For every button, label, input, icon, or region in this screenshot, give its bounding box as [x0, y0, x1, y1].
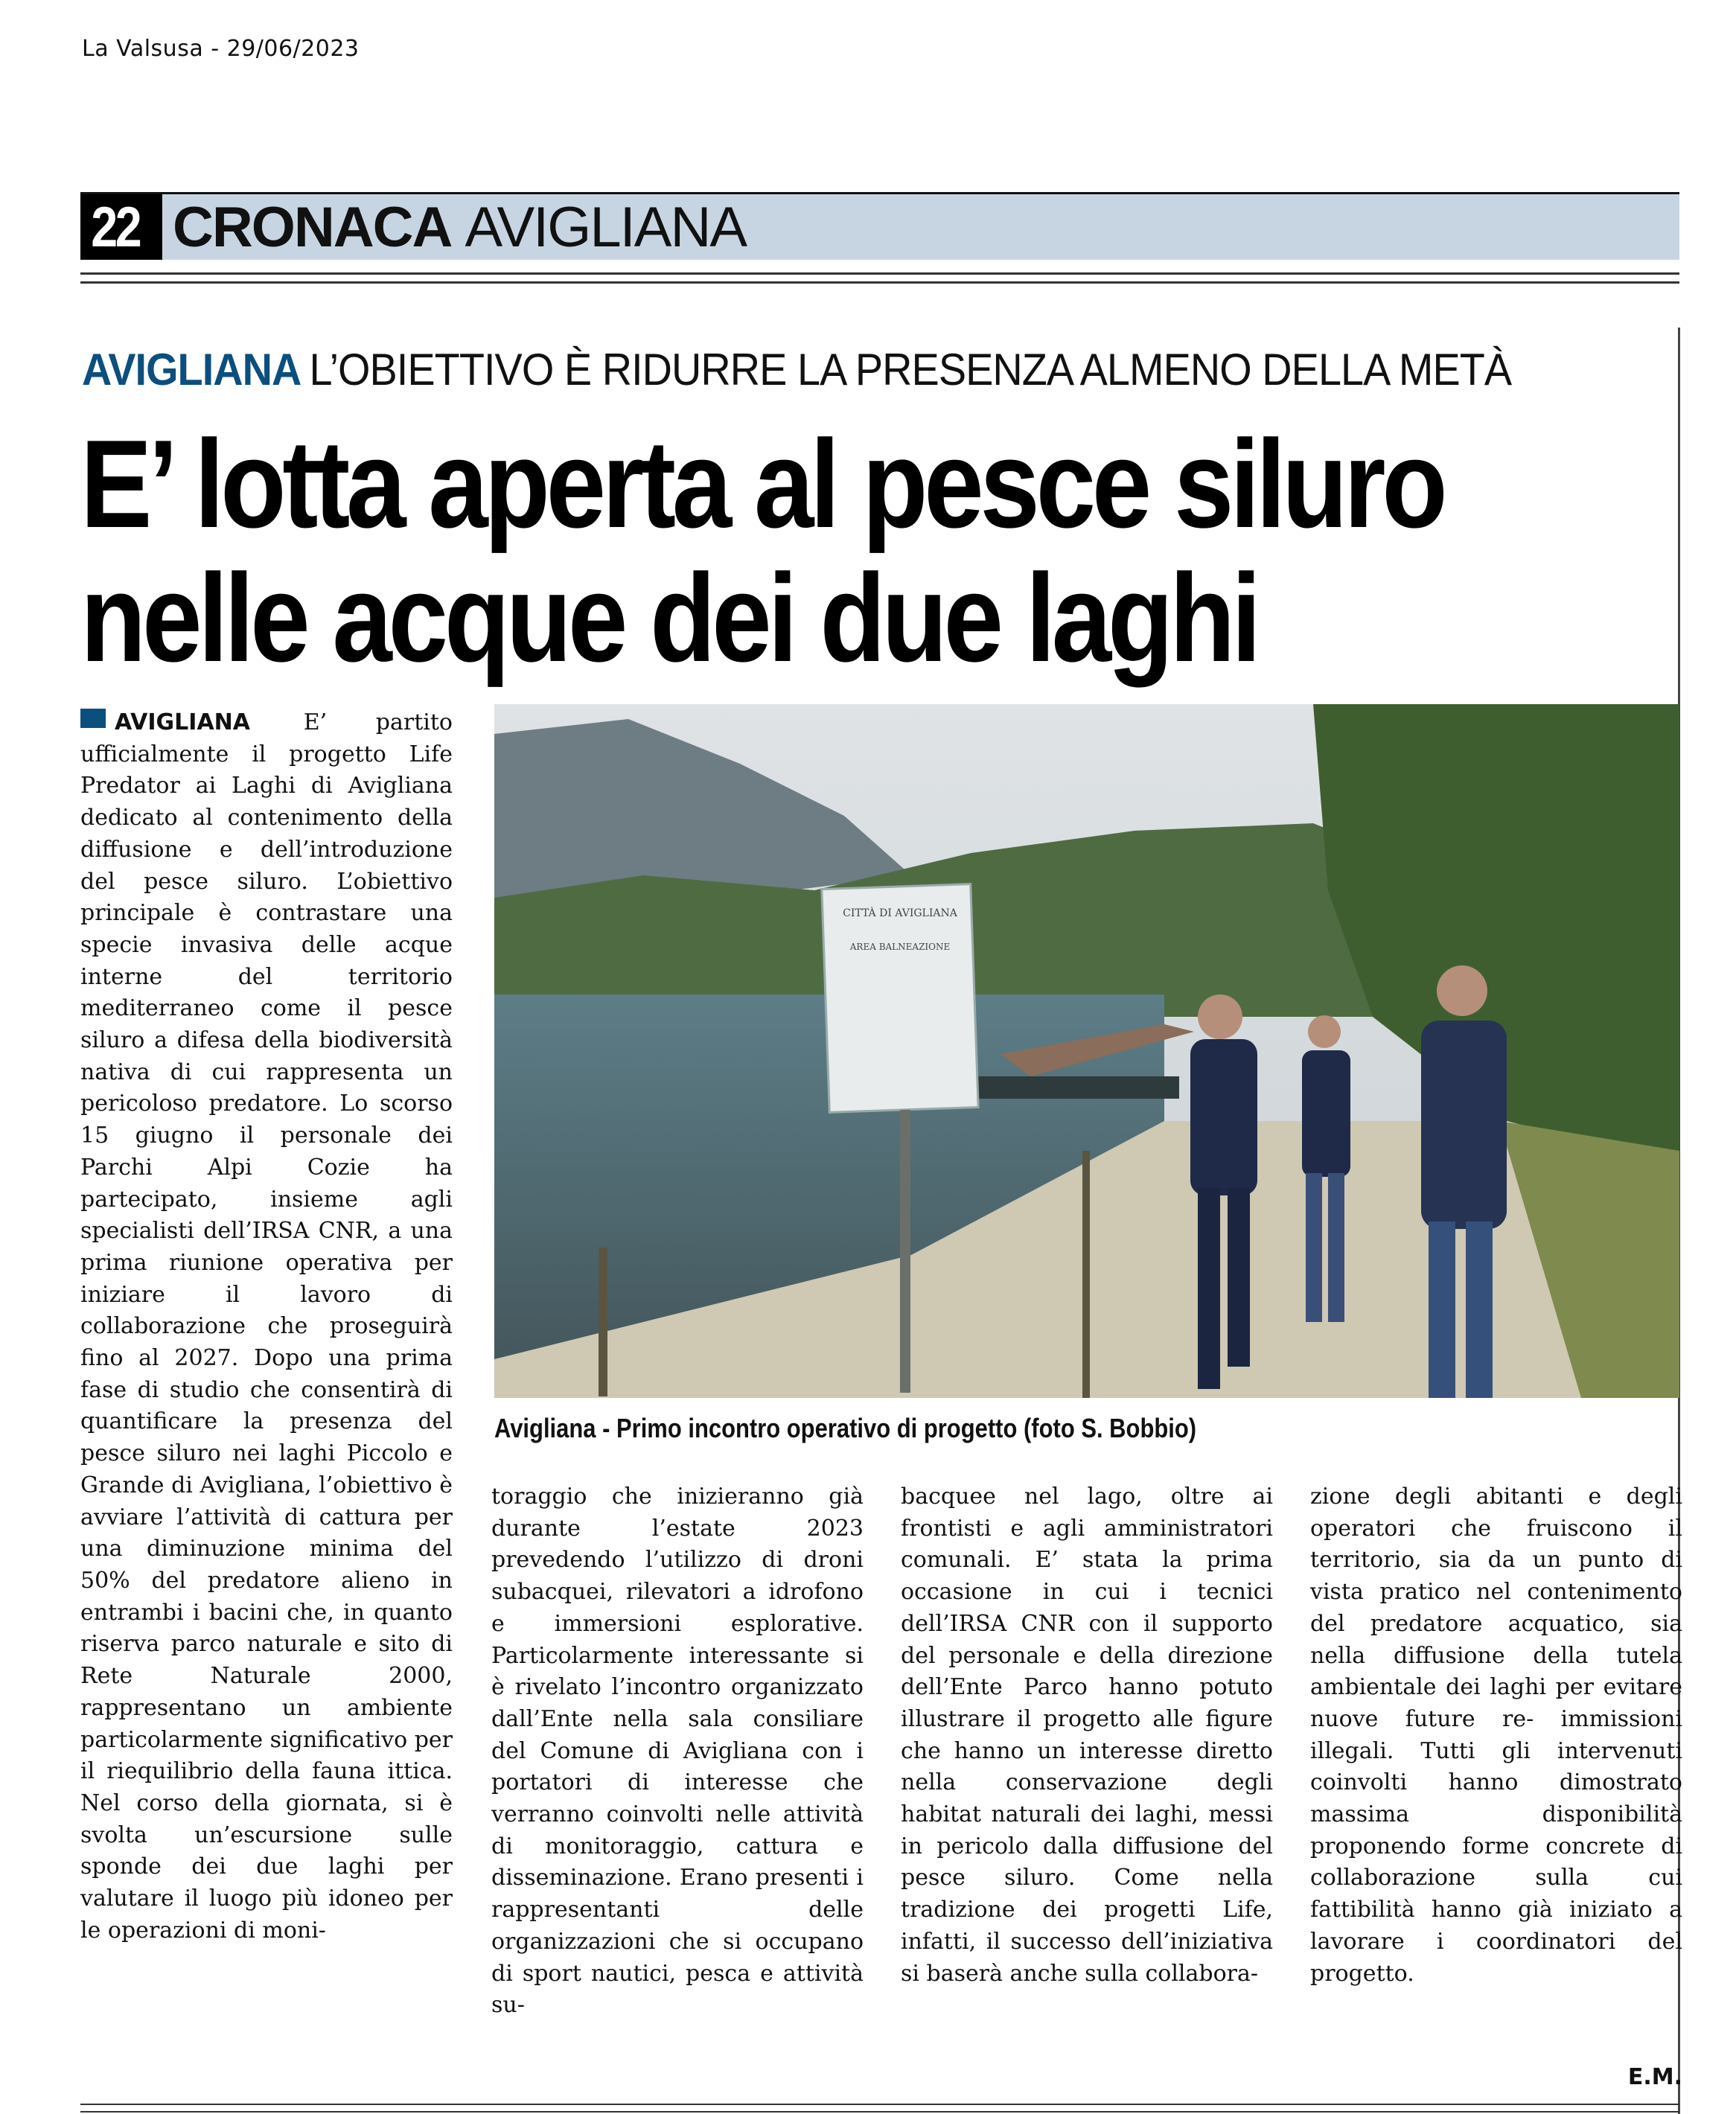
sign-title: CITTÀ DI AVIGLIANA — [843, 907, 957, 919]
section-header — [80, 192, 1679, 260]
page-number-box — [80, 194, 162, 260]
header-rule-top — [80, 272, 1679, 275]
headline — [80, 414, 1444, 688]
article-photo — [494, 704, 1679, 1398]
section-title — [162, 194, 746, 260]
sign-subtitle: AREA BALNEAZIONE — [849, 942, 951, 952]
article-column-4: zione degli abitanti e degli operatori che fruiscono il territorio, sia da un punto di vista pratico nel contenimento del predatore acquatico, sia nella diffusione della tutela ambientale dei laghi per evitare nuove future re- immissioni illegali. Tutti gli intervenuti coinvolti hanno dimostrato massima disponibilità proponendo forme concrete di collaborazione sulla cui fattibilità hanno già iniziato a lavorare i coordinatori del progetto. — [1310, 1484, 1682, 1987]
kicker-text: L’OBIETTIVO È RIDURRE LA PRESENZA ALMENO DELLA METÀ — [309, 345, 1512, 395]
headline-line-2: nelle acque dei due laghi — [80, 548, 1258, 688]
section-name: CRONACA — [173, 195, 452, 259]
article-column-3: bacquee nel lago, oltre ai frontisti e agli amministratori comunali. E’ stata la prima occasione in cui i tecnici dell’IRSA CNR con il supporto del personale e della direzione dell’Ente Parco hanno potuto illustrare il progetto alle figure che hanno un interesse diretto nella conservazione degli habitat naturali dei laghi, messi in pericolo dalla diffusione del pesce siluro. Come nella tradizione dei progetti Life, infatti, il successo dell’iniziativa si baserà anche sulla collabora- — [901, 1484, 1273, 1987]
header-rule-bottom — [80, 281, 1679, 284]
lead-square-icon — [80, 709, 106, 728]
footer-rule-bottom — [80, 2111, 1679, 2113]
publication-source-date: La Valsusa - 29/06/2023 — [82, 36, 360, 62]
kicker-location: AVIGLIANA — [82, 345, 301, 395]
footer-rule-top — [80, 2104, 1679, 2105]
sign-pole — [900, 1110, 910, 1393]
author-signature: E.M. — [1627, 2064, 1682, 2090]
headline-line-1: E’ lotta aperta al pesce siluro — [80, 414, 1444, 554]
photo-caption: Avigliana - Primo incontro operativo di progetto (foto S. Bobbio) — [494, 1413, 1197, 1443]
fence-post — [1082, 1151, 1090, 1398]
article-column-2: toraggio che inizieranno già durante l’estate 2023 prevedendo l’utilizzo di droni subacquei, rilevatori a idrofono e immersioni esplorative. Particolarmente interessante si è rivelato l’incontro organizzato dall’Ente nella sala consiliare del Comune di Avigliana con i portatori di interesse che verranno coinvolti nelle attività di monitoraggio, cattura e disseminazione. Erano presenti i rappresentanti delle organizzazioni che si occupano di sport nautici, pesca e attività su- — [491, 1484, 864, 2019]
column-1-text: E’ partito ufficialmente il progetto Life Predator ai Laghi di Avigliana dedicato al contenimento della diffusione e dell’introduzione del pesce siluro. L’obiettivo principale è contrastare una specie invasiva delle acque interne del territorio mediterraneo come il pesce siluro a difesa della biodiversità nativa di cui rappresenta un pericoloso predatore. Lo scorso 15 giugno il personale dei Parchi Alpi Cozie ha partecipato, insieme agli specialisti dell’IRSA CNR, a una prima riunione operativa per iniziare il lavoro di collaborazione che proseguirà fino al 2027. Dopo una prima fase di studio che consentirà di quantificare la presenza del pesce siluro nei laghi Piccolo e Grande di Avigliana, l’obiettivo è avviare l’attività di cattura per una diminuzione minima del 50% del predatore alieno in entrambi i bacini che, in quanto riserva parco naturale e sito di Rete Naturale 2000, rappresentano un ambiente particolarmente significativo per il riequilibrio della fauna ittica. Nel corso della giornata, si è svolta un’escursione sulle sponde dei due laghi per valutare il luogo più idoneo per le operazioni di moni- — [80, 709, 453, 1944]
lake-scene-image — [494, 704, 1679, 1398]
fence-post — [599, 1248, 607, 1396]
section-location: AVIGLIANA — [465, 195, 747, 259]
lead-location: AVIGLIANA — [115, 709, 251, 735]
kicker — [82, 344, 1511, 395]
page-number: 22 — [80, 195, 150, 260]
article-column-1 — [80, 707, 453, 1947]
